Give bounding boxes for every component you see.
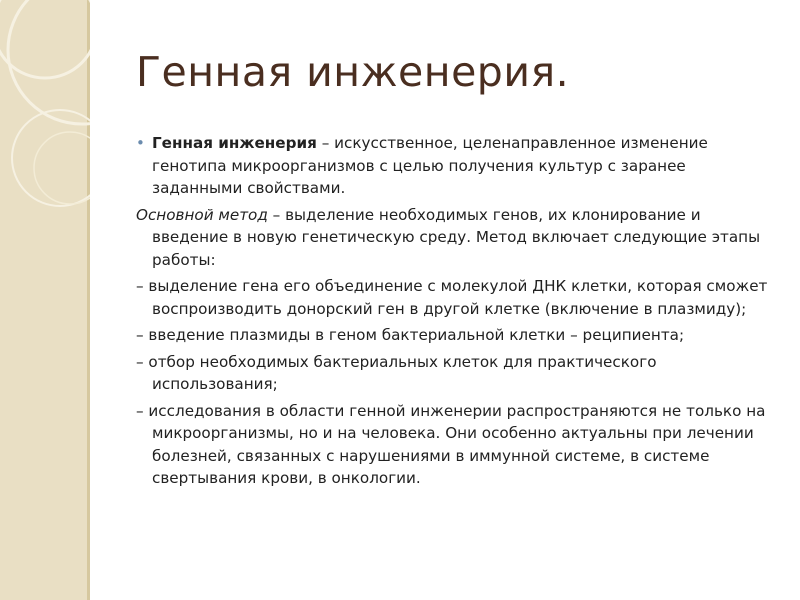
paragraph-main-method [136, 204, 776, 272]
paragraph-research: – исследования в области генной инженерии распространяются не только на микроорганизмы, но и на человека. Они особенно актуальны при лечении болезней, связанных с нарушениями в иммунной системе, в системе свертывания крови, в онкологии. [136, 401, 766, 487]
paragraph-definition [136, 132, 776, 200]
slide-title: Генная инженерия. [136, 48, 570, 96]
paragraph-step-selection: – отбор необходимых бактериальных клеток для практического использования; [136, 352, 657, 393]
main-method-text: – выделение необходимых генов, их клонирование и введение в новую генетическую среду. Метод включает следующие этапы работы: [152, 205, 761, 269]
slide-content [136, 132, 776, 494]
main-method-term: Основной метод [136, 205, 268, 224]
paragraph-step-isolation: – выделение гена его объединение с молекулой ДНК клетки, которая сможет воспроизводить донорский ген в другой клетке (включение в плазмиду); [136, 277, 768, 318]
bullet-icon: • [136, 134, 145, 152]
definition-text: – искусственное, целенаправленное изменение генотипа микроорганизмов с целью получения культур с заранее заданными свойствами. [152, 134, 708, 197]
definition-term: Генная инженерия [152, 134, 317, 152]
decorative-circles [0, 0, 90, 600]
paragraph-step-plasmid: – введение плазмиды в геном бактериальной клетки – реципиента; [136, 326, 685, 344]
